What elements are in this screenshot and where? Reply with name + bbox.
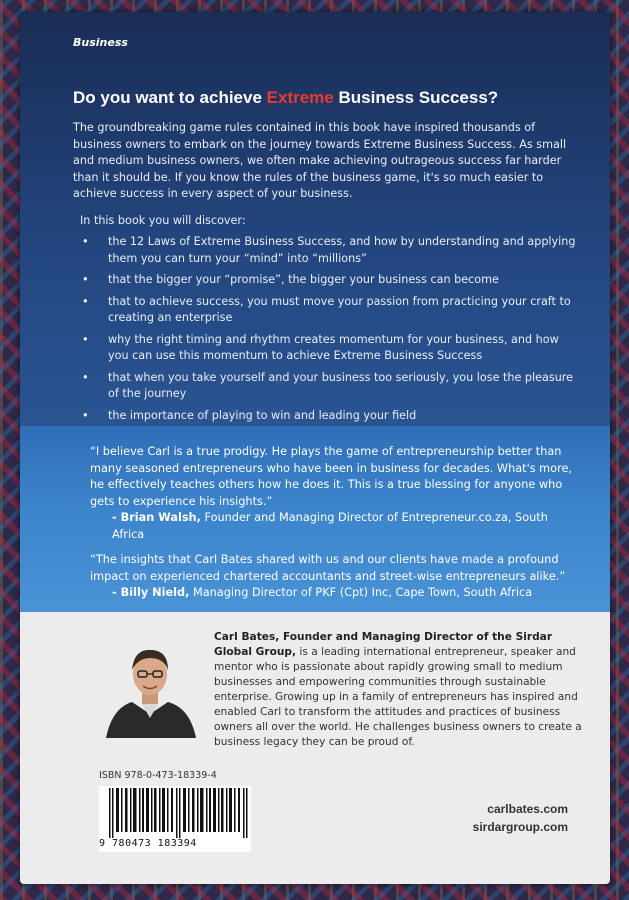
barcode-bars bbox=[109, 788, 249, 838]
headline-highlight: Extreme bbox=[266, 88, 334, 107]
bullet-icon: • bbox=[82, 235, 89, 248]
headline-suffix: Business Success? bbox=[333, 88, 499, 107]
author-photo bbox=[98, 634, 202, 738]
list-item bbox=[80, 332, 580, 365]
bullet-icon: • bbox=[82, 370, 89, 384]
testimonial-walsh bbox=[90, 444, 580, 543]
testimonial-author: - Brian Walsh, bbox=[112, 511, 201, 524]
list-item bbox=[80, 408, 580, 425]
testimonial-author: - Billy Nield, bbox=[112, 586, 190, 599]
list-item bbox=[80, 234, 580, 267]
bullet-icon: • bbox=[82, 408, 89, 422]
author-bio bbox=[214, 630, 584, 750]
list-item bbox=[80, 272, 580, 289]
list-item bbox=[80, 294, 580, 327]
isbn-label: ISBN 978-0-473-18339-4 bbox=[99, 770, 217, 781]
testimonial-role: Managing Director of PKF (Cpt) Inc, Cape Town, South Africa bbox=[189, 586, 533, 599]
discover-list bbox=[80, 234, 580, 429]
list-item-text: that the bigger your “promise”, the bigger your business can become bbox=[108, 273, 499, 286]
testimonial-nield bbox=[90, 552, 580, 602]
testimonial-quote: “I believe Carl is a true prodigy. He plays the game of entrepreneurship better than many seasoned entrepreneurs who have been in business for decades. What's more, he effectively teaches others how he does it. This is a true blessing for anyone who gets to experience his insights.” bbox=[90, 445, 573, 508]
barcode bbox=[99, 786, 251, 852]
testimonial-attribution bbox=[90, 510, 580, 543]
testimonial-quote: “The insights that Carl Bates shared with us and our clients have made a profound impact on experienced chartered accountants and street-wise entrepreneurs alike.” bbox=[90, 553, 566, 583]
bullet-icon: • bbox=[82, 332, 89, 346]
list-item-text: that when you take yourself and your business too seriously, you lose the pleasure of the journey bbox=[108, 370, 574, 400]
headline bbox=[73, 88, 498, 108]
discover-label: In this book you will discover: bbox=[80, 214, 246, 227]
list-item bbox=[80, 370, 580, 403]
bullet-icon: • bbox=[82, 273, 89, 286]
author-bio-name: Carl Bates, Founder and Managing Director of the Sirdar Global Group, bbox=[214, 631, 553, 658]
barcode-number: 9 780473 183394 bbox=[99, 838, 197, 849]
testimonial-attribution bbox=[90, 585, 580, 602]
website-link-carlbates[interactable]: carlbates.com bbox=[487, 802, 568, 816]
list-item-text: why the right timing and rhythm creates momentum for your business, and how you can use this momentum to achieve Extreme Business Success bbox=[108, 332, 559, 362]
list-item-text: that to achieve success, you must move your passion from practicing your craft to creating an enterprise bbox=[108, 294, 571, 324]
testimonial-role: Founder and Managing Director of Entrepreneur.co.za, South Africa bbox=[112, 511, 548, 541]
headline-prefix: Do you want to achieve bbox=[73, 88, 267, 107]
list-item-text: the 12 Laws of Extreme Business Success, and how by understanding and applying them you can turn your “mind” into “millions” bbox=[108, 235, 576, 265]
book-back-cover bbox=[20, 12, 610, 884]
list-item-text: the importance of playing to win and leading your field bbox=[108, 408, 417, 422]
author-bio-text: is a leading international entrepreneur, speaker and mentor who is passionate about rapidly growing small to medium businesses and empowering communities through sustainable enterprise. Growing up in a family of entrepreneurs has inspired and enabled Carl to transform the attitudes and practices of business owners all over the world. He challenges business owners to create a business legacy they can be proud of. bbox=[214, 646, 582, 748]
website-link-sirdargroup[interactable]: sirdargroup.com bbox=[472, 820, 568, 834]
bullet-icon: • bbox=[82, 294, 89, 308]
intro-paragraph: The groundbreaking game rules contained in this book have inspired thousands of business owners to embark on the journey towards Extreme Business Success. As small and medium business owners, we often make achieving outrageous success far harder than it should be. If you know the rules of the business game, it's so much easier to achieve success in every aspect of your business. bbox=[73, 121, 567, 200]
category-label: Business bbox=[73, 36, 128, 49]
